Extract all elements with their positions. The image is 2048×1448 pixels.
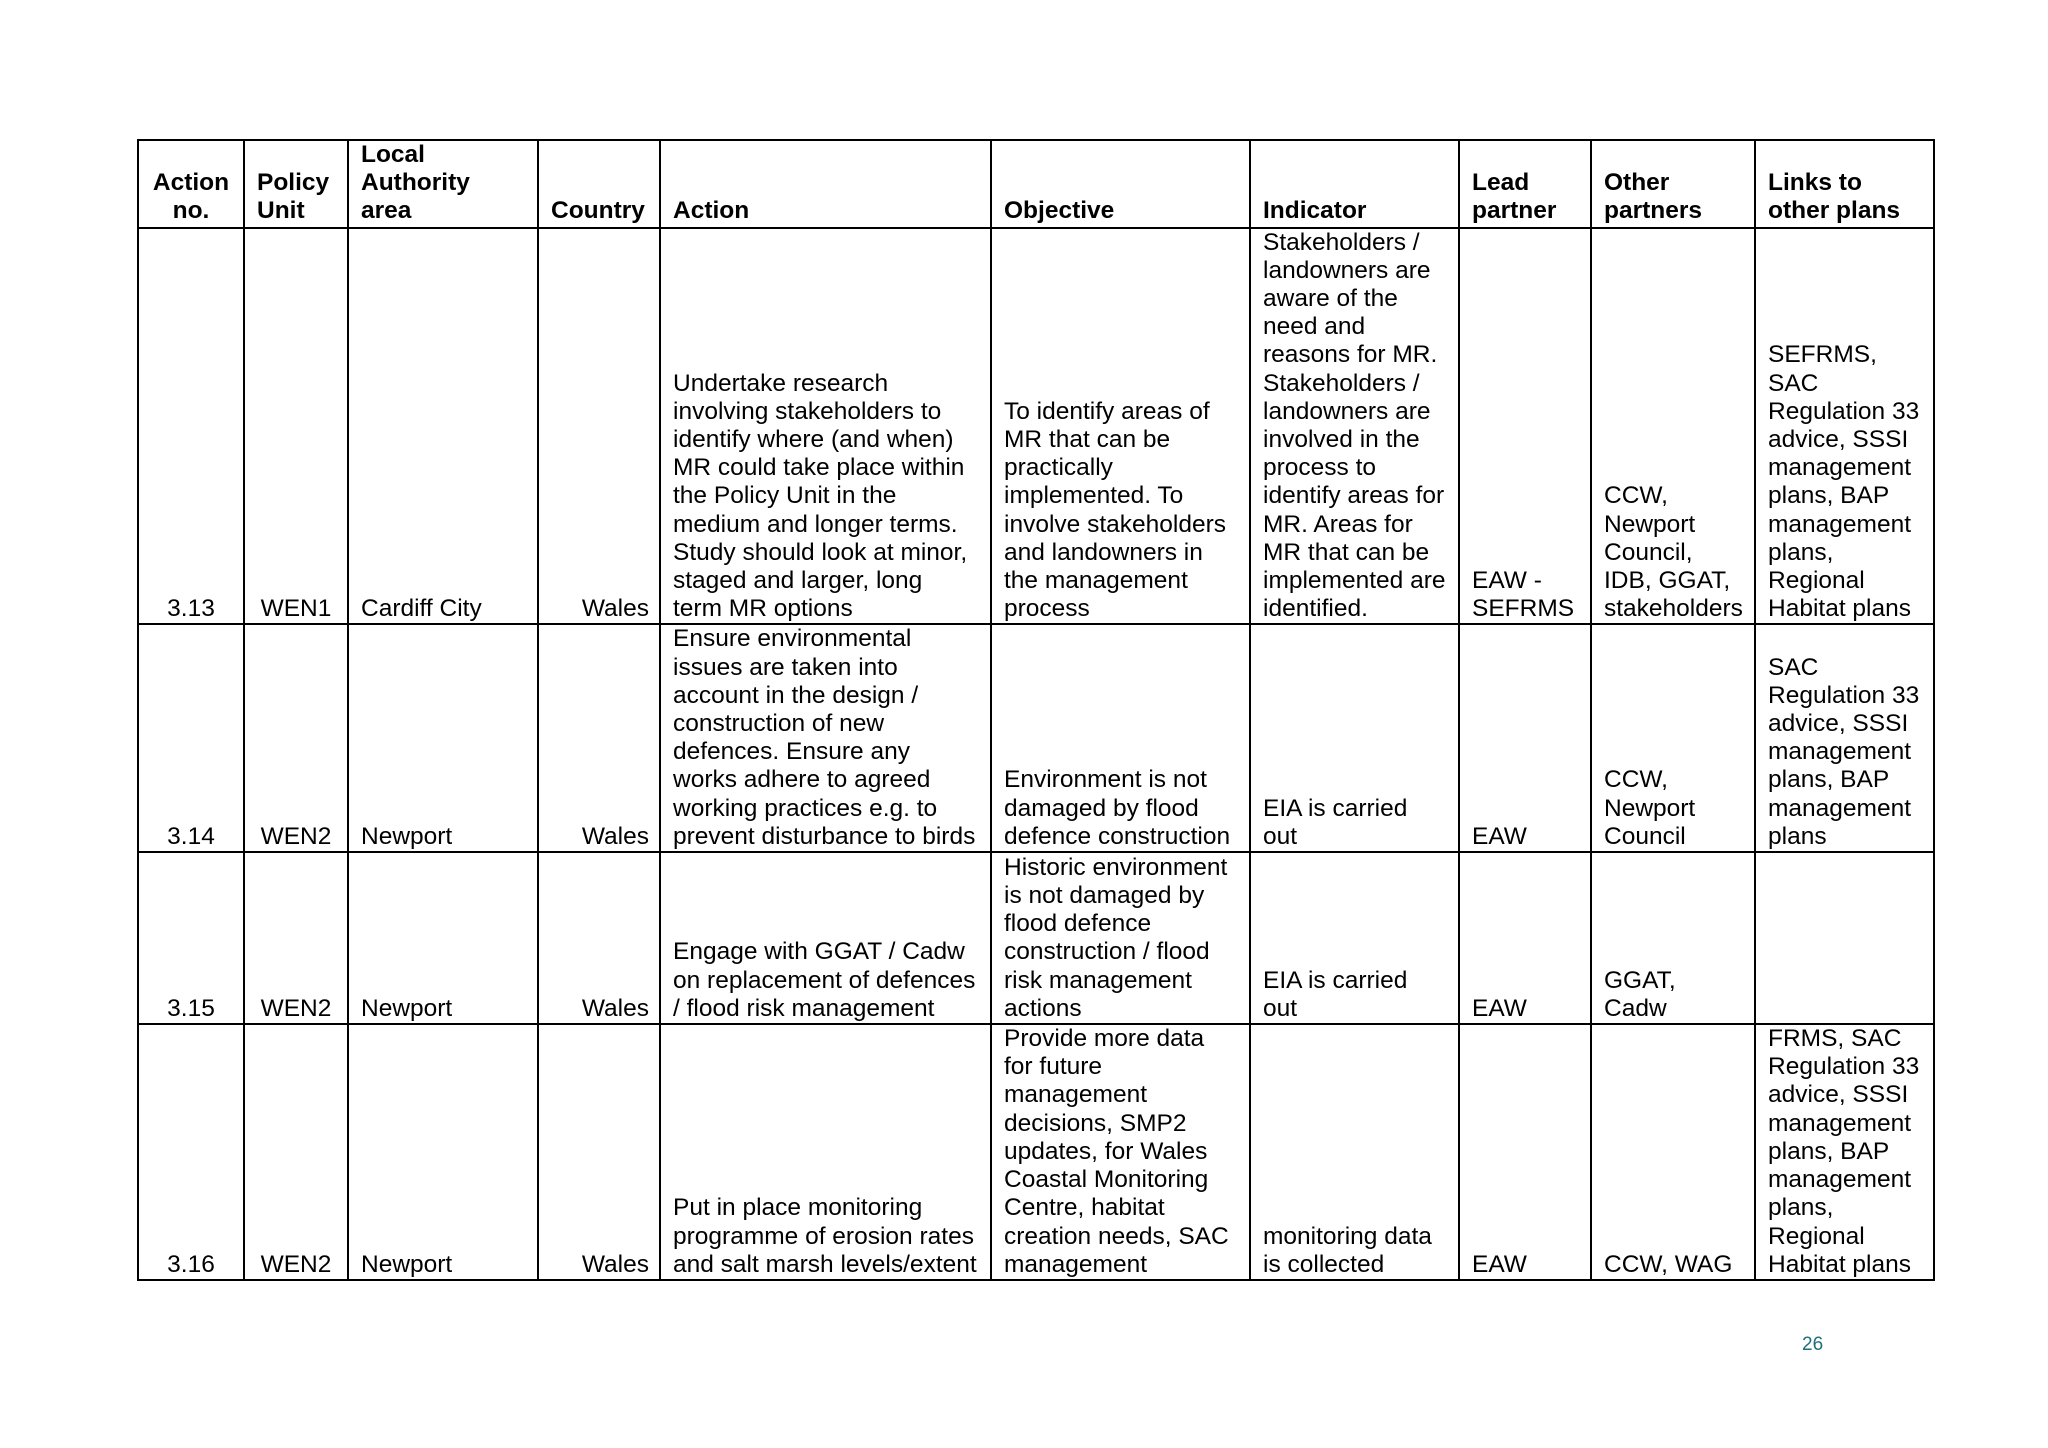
cell-other-partners: CCW, Newport Council, IDB, GGAT, stakeholders [1591,228,1755,625]
header-lead-partner: Lead partner [1459,140,1591,228]
cell-policy-unit: WEN2 [244,1024,348,1280]
header-objective: Objective [991,140,1250,228]
cell-policy-unit: WEN2 [244,624,348,852]
cell-action: Put in place monitoring programme of erosion rates and salt marsh levels/extent [660,1024,991,1280]
cell-objective: Environment is not damaged by flood defence construction [991,624,1250,852]
cell-indicator: Stakeholders / landowners are aware of the need and reasons for MR. Stakeholders / landowners are involved in the process to identify areas for MR. Areas for MR that can be implemented are identified. [1250,228,1459,625]
table-row [138,852,1934,1024]
cell-other-partners: GGAT, Cadw [1591,852,1755,1024]
header-action-no: Action no. [138,140,244,228]
cell-lead-partner: EAW [1459,852,1591,1024]
cell-links: SEFRMS, SAC Regulation 33 advice, SSSI management plans, BAP management plans, Regional Habitat plans [1755,228,1934,625]
cell-objective: To identify areas of MR that can be practically implemented. To involve stakeholders and landowners in the management process [991,228,1250,625]
cell-action-no: 3.13 [138,228,244,625]
cell-action-no: 3.15 [138,852,244,1024]
header-local-authority: Local Authority area [348,140,538,228]
header-other-partners: Other partners [1591,140,1755,228]
cell-policy-unit: WEN1 [244,228,348,625]
cell-country: Wales [538,852,660,1024]
header-links: Links to other plans [1755,140,1934,228]
cell-links [1755,852,1934,1024]
table-row [138,624,1934,852]
cell-country: Wales [538,1024,660,1280]
page-number: 26 [1802,1334,1824,1355]
cell-action: Ensure environmental issues are taken into account in the design / construction of new defences. Ensure any works adhere to agreed working practices e.g. to prevent disturbance to birds [660,624,991,852]
cell-links: FRMS, SAC Regulation 33 advice, SSSI management plans, BAP management plans, Regional Habitat plans [1755,1024,1934,1280]
table-row [138,1024,1934,1280]
table-row [138,228,1934,625]
cell-action: Undertake research involving stakeholders to identify where (and when) MR could take place within the Policy Unit in the medium and longer terms. Study should look at minor, staged and larger, long term MR options [660,228,991,625]
header-action: Action [660,140,991,228]
cell-links: SAC Regulation 33 advice, SSSI management plans, BAP management plans [1755,624,1934,852]
header-policy-unit: Policy Unit [244,140,348,228]
cell-local-authority: Cardiff City [348,228,538,625]
cell-indicator: EIA is carried out [1250,852,1459,1024]
header-indicator: Indicator [1250,140,1459,228]
cell-policy-unit: WEN2 [244,852,348,1024]
action-plan-table [137,139,1935,1281]
cell-country: Wales [538,624,660,852]
table-header-row [138,140,1934,228]
header-country: Country [538,140,660,228]
cell-other-partners: CCW, Newport Council [1591,624,1755,852]
cell-indicator: monitoring data is collected [1250,1024,1459,1280]
cell-lead-partner: EAW - SEFRMS [1459,228,1591,625]
cell-action: Engage with GGAT / Cadw on replacement of defences / flood risk management [660,852,991,1024]
cell-lead-partner: EAW [1459,1024,1591,1280]
cell-other-partners: CCW, WAG [1591,1024,1755,1280]
cell-objective: Provide more data for future management decisions, SMP2 updates, for Wales Coastal Monitoring Centre, habitat creation needs, SAC management [991,1024,1250,1280]
cell-country: Wales [538,228,660,625]
cell-lead-partner: EAW [1459,624,1591,852]
cell-action-no: 3.14 [138,624,244,852]
cell-local-authority: Newport [348,852,538,1024]
cell-local-authority: Newport [348,1024,538,1280]
cell-action-no: 3.16 [138,1024,244,1280]
cell-objective: Historic environment is not damaged by flood defence construction / flood risk management actions [991,852,1250,1024]
cell-local-authority: Newport [348,624,538,852]
cell-indicator: EIA is carried out [1250,624,1459,852]
